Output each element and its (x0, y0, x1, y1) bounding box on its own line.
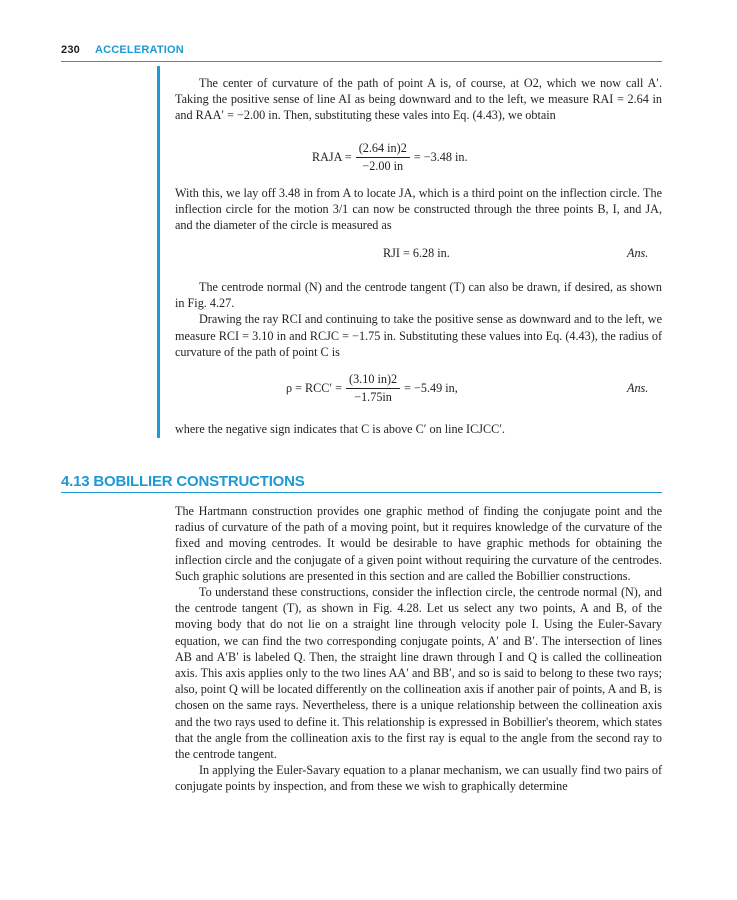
section-heading: 4.13 BOBILLIER CONSTRUCTIONS (61, 473, 305, 490)
eq-result: = −5.49 in, (404, 381, 458, 395)
eq-denominator: −1.75in (354, 390, 392, 404)
header-section-title: ACCELERATION (94, 44, 184, 56)
eq-numerator: (2.64 in)2 (356, 141, 410, 158)
paragraph-text: The center of curvature of the path of point A is, of course, at O2, which we now call A′. Taking the positive sense of line AI as being downward and to the left, we measure RAI = 2.64 in and RAA′ = −2.00 in. Then, substituting these vales into Eq. (4.43), we obtain (175, 76, 662, 123)
paragraph-text: Drawing the ray RCI and continuing to take the positive sense as downward and to the left, we measure RCI = 3.10 in and RCJC = −1.75 in. Substituting these values into Eq. (4.43), the radius of curvature of the path of point C is (175, 312, 662, 359)
example-paragraph-2 (175, 185, 662, 234)
eq-lhs: RAJA = (312, 150, 352, 164)
paragraph-text: where the negative sign indicates that C is above C′ on line ICJCC′. (175, 422, 505, 436)
paragraph-text: In applying the Euler-Savary equation to a planar mechanism, we can usually find two pairs of conjugate points by inspection, and from these we wish to graphically determine (175, 763, 662, 794)
paragraph-text: With this, we lay off 3.48 in from A to locate JA, which is a third point on the inflection circle. The inflection circle for the motion 3/1 can now be constructed through the three points B, I, and JA, and the diameter of the circle is measured as (175, 186, 662, 233)
page-number: 230 (61, 44, 80, 56)
eq-denominator: −2.00 in (362, 159, 404, 173)
section-heading-rule (61, 492, 662, 493)
eq-fraction (356, 141, 410, 174)
eq-fraction (346, 372, 400, 405)
answer-label: Ans. (627, 381, 649, 395)
answer-label: Ans. (627, 246, 649, 260)
example-sidebar-bar (157, 66, 160, 438)
equation-raja (312, 141, 468, 174)
equation-rho (286, 372, 458, 405)
eq-result: = −3.48 in. (413, 150, 468, 164)
eq-numerator: (3.10 in)2 (346, 372, 400, 389)
paragraph-text: The Hartmann construction provides one graphic method of finding the conjugate point and the radius of curvature of the path of a moving point, but it requires knowledge of the curvature of the fixed and moving centrodes. It would be desirable to have graphic methods for obtaining the inflection circle and the conjugate of a given point without requiring the curvature of the centrodes. Such graphic solutions are presented in this section and are called the Bobillier constructions. (175, 504, 662, 583)
equation-rji: RJI = 6.28 in. (383, 246, 450, 260)
paragraph-text: The centrode normal (N) and the centrode tangent (T) can also be drawn, if desired, as shown in Fig. 4.27. (175, 280, 662, 311)
example-paragraph-3 (175, 279, 662, 360)
section-body (175, 503, 662, 795)
header-rule (61, 61, 662, 62)
example-paragraph-1 (175, 75, 662, 124)
running-header (61, 44, 184, 56)
example-paragraph-4 (175, 421, 662, 437)
paragraph-text: To understand these constructions, consider the inflection circle, the centrode normal (N), and the centrode tangent (T), as shown in Fig. 4.28. Let us select any two points, A and B, of the moving body that do not lie on a straight line through velocity pole I. Using the Euler-Savary equation, we can find the two corresponding conjugate points, A′ and B′. The intersection of lines AB and A′B′ is labeled Q. Then, the straight line drawn through I and Q is called the collineation axis. This axis applies only to the two lines AA′ and BB′, and so is said to belong to these two rays; also, point Q will be located differently on the collineation axis if another pair of points, A and B, is chosen on the same rays. Nevertheless, there is a unique relationship between the collineation axis and the two rays used to define it. This relationship is expressed in Bobillier's theorem, which states that the angle from the collineation axis to the first ray is equal to the angle from the second ray to the centrode tangent. (175, 585, 662, 762)
eq-lhs: ρ = RCC′ = (286, 381, 343, 395)
